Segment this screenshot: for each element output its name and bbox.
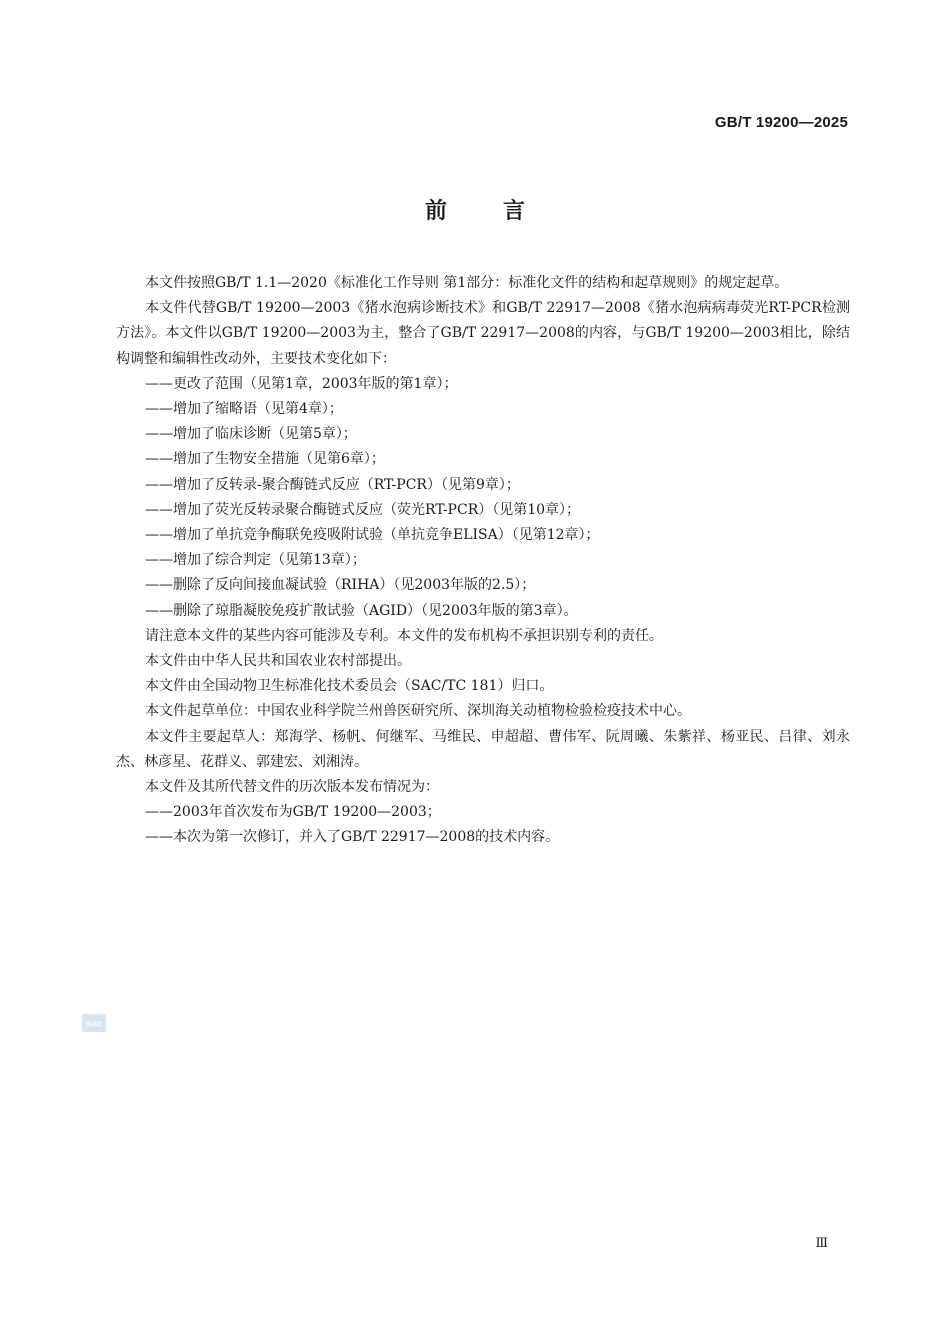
change-item: ——更改了范围（见第1章，2003年版的第1章）；	[145, 375, 458, 392]
change-item: ——删除了反向间接血凝试验（RIHA）（见2003年版的2.5）；	[145, 577, 536, 594]
change-item: ——增加了生物安全措施（见第6章）；	[145, 451, 385, 468]
page-number: Ⅲ	[815, 1236, 828, 1251]
sac-watermark-icon	[81, 1012, 107, 1034]
change-item: ——增加了荧光反转录聚合酶链式反应（荧光RT-PCR）（见第10章）；	[145, 501, 581, 518]
history-item: ——2003年首次发布为GB/T 19200—2003；	[145, 804, 441, 821]
paragraph-committee: 本文件由全国动物卫生标准化技术委员会（SAC/TC 181）归口。	[145, 678, 554, 695]
paragraph-patent-notice: 请注意本文件的某些内容可能涉及专利。本文件的发布机构不承担识别专利的责任。	[145, 627, 663, 644]
change-item: ——增加了缩略语（见第4章）；	[145, 401, 343, 418]
change-item: ——增加了反转录-聚合酶链式反应（RT-PCR）（见第9章）；	[145, 476, 520, 493]
change-item: ——增加了综合判定（见第13章）；	[145, 552, 366, 569]
paragraph-drafting-units: 本文件起草单位：中国农业科学院兰州兽医研究所、深圳海关动植物检验检疫技术中心。	[145, 703, 691, 720]
sac-watermark-text: SAC	[86, 1019, 102, 1029]
document-body	[116, 271, 850, 851]
paragraph-history-intro: 本文件及其所代替文件的历次版本发布情况为：	[145, 779, 439, 796]
paragraph-proposer: 本文件由中华人民共和国农业农村部提出。	[145, 653, 411, 670]
change-item: ——增加了单抗竞争酶联免疫吸附试验（单抗竞争ELISA）（见第12章）；	[145, 527, 600, 544]
change-item: ——增加了临床诊断（见第5章）；	[145, 426, 357, 443]
paragraph-drafting-rules: 本文件按照GB/T 1.1—2020《标准化工作导则 第1部分：标准化文件的结构和起草规则》的规定起草。	[145, 275, 789, 291]
paragraph-drafters: 本文件主要起草人：郑海学、杨帆、何继军、马维民、申超超、曹伟军、阮周曦、朱紫祥、杨亚民、吕律、刘永杰、林彦星、花群义、郭建宏、刘湘涛。	[116, 728, 850, 770]
standard-code: GB/T 19200—2025	[714, 114, 848, 131]
change-item: ——删除了琼脂凝胶免疫扩散试验（AGID）（见2003年版的第3章）。	[145, 602, 578, 619]
page-title: 前言	[424, 199, 581, 224]
history-item: ——本次为第一次修订，并入了GB/T 22917—2008的技术内容。	[145, 829, 560, 846]
paragraph-replacement: 本文件代替GB/T 19200—2003《猪水泡病诊断技术》和GB/T 22917—2008《猪水泡病病毒荧光RT-PCR检测方法》。本文件以GB/T 19200—2003为主，整合了GB/T 22917—2008的内容，与GB/T 19200—2003相比，除结构调整和编辑性改动外，主要技术变化如下：	[116, 300, 850, 367]
